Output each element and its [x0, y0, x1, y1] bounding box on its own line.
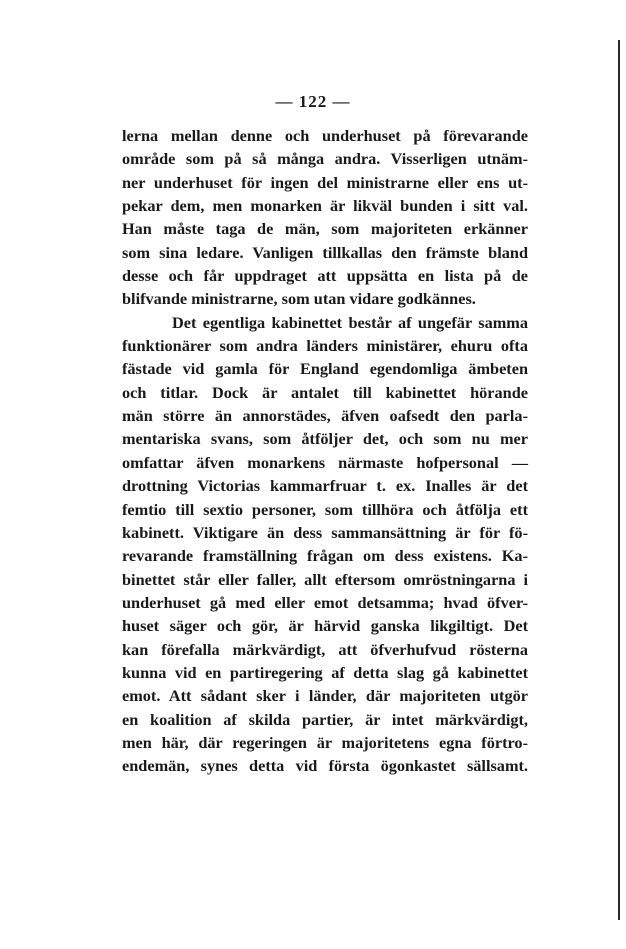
text-line: och titlar. Dock är antalet till kabinettet hörande: [122, 382, 528, 402]
page-number: — 122 —: [275, 92, 351, 111]
text-line: revarande framställning frågan om dess existens. Ka-: [122, 546, 528, 566]
paragraph-end-line: blifvande ministrarne, som utan vidare godkännes.: [122, 289, 476, 309]
text-line: funktionärer som andra länders ministärer, ehuru ofta: [122, 336, 528, 356]
text-line: emot. Att sådant sker i länder, där majoriteten utgör: [122, 686, 528, 706]
text-line: Han måste taga de män, som majoriteten erkänner: [122, 219, 528, 239]
text-line: mentariska svans, som åtföljer det, och som nu mer: [122, 429, 528, 449]
text-line: binettet står eller faller, allt eftersom omröstningarna i: [122, 569, 528, 589]
text-line: femtio till sextio personer, som tillhöra och åtfölja ett: [122, 499, 528, 519]
paragraph-start-line: Det egentliga kabinettet består af ungefär samma: [172, 312, 528, 332]
text-line: kunna vid en partiregering af detta slag gå kabinettet: [122, 662, 528, 682]
page-edge-line: [618, 40, 620, 920]
text-line: drottning Victorias kammarfruar t. ex. Inalles är det: [122, 476, 528, 496]
text-line: lerna mellan denne och underhuset på förevarande: [122, 126, 528, 145]
text-line: ner underhuset för ingen del ministrarne eller ens ut-: [122, 172, 528, 192]
text-line: fästade vid gamla för England egendomliga ämbeten: [122, 359, 528, 379]
text-line: desse och får uppdraget att uppsätta en lista på de: [122, 266, 528, 286]
text-line: kan förefalla märkvärdigt, att öfverhufvud rösterna: [122, 639, 528, 659]
text-line: kabinett. Viktigare än dess sammansättning är för fö-: [122, 522, 528, 542]
text-line: omfattar äfven monarkens närmaste hofpersonal —: [122, 452, 528, 472]
text-line: som sina ledare. Vanligen tillkallas den främste bland: [122, 242, 528, 262]
text-line: en koalition af skilda partier, är intet märkvärdigt,: [122, 709, 528, 729]
body-text: [122, 124, 528, 778]
text-line: underhuset gå med eller emot detsamma; hvad öfver-: [122, 592, 528, 612]
text-line: huset säger och gör, är härvid ganska likgiltigt. Det: [122, 616, 528, 636]
text-line: men här, där regeringen är majoritetens egna förtro-: [122, 732, 528, 752]
text-line: område som på så många andra. Visserligen utnäm-: [122, 149, 528, 169]
text-line: män större än annorstädes, äfven oafsedt den parla-: [122, 406, 528, 426]
text-line: pekar dem, men monarken är likväl bunden i sitt val.: [122, 196, 528, 216]
text-line: endemän, synes detta vid första ögonkastet sällsamt.: [122, 756, 528, 776]
